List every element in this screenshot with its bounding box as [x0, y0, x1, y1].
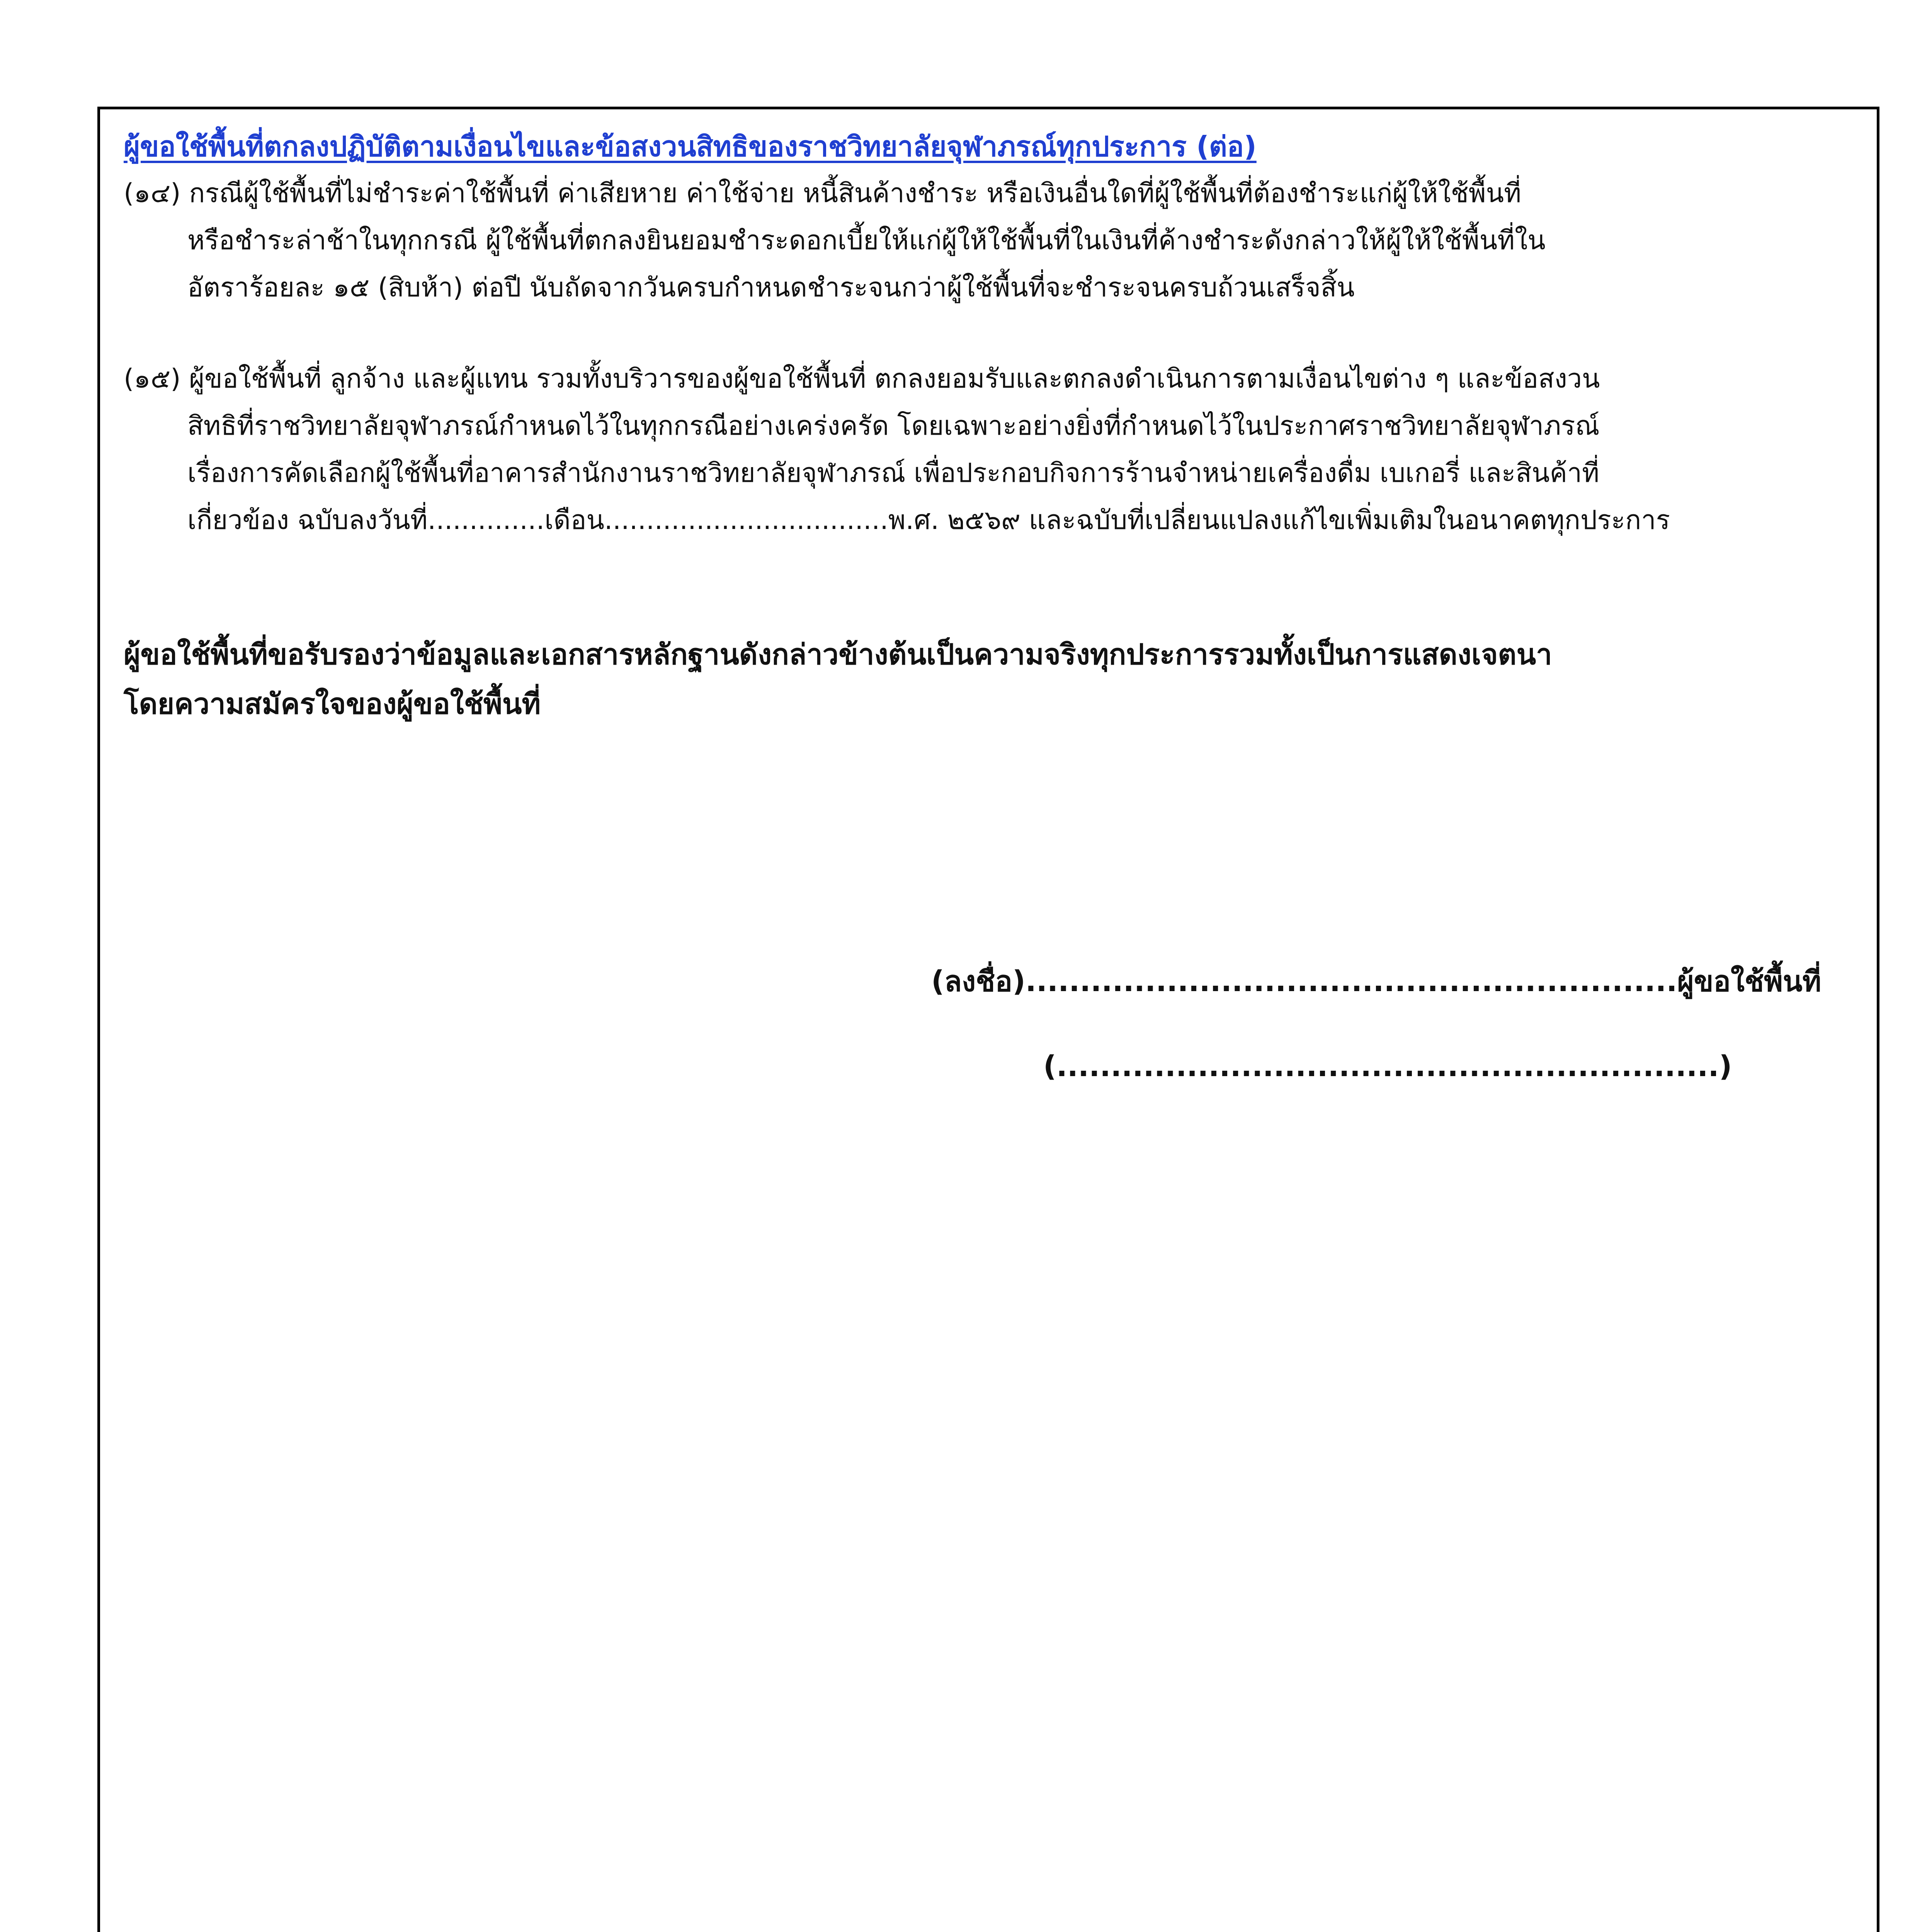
signature-line: (ลงชื่อ)............................................................ผู้ขอใช้พื้นที่	[931, 965, 1821, 998]
certification-statement	[124, 630, 1851, 729]
clause-15	[124, 355, 1851, 544]
clause-14-line-3: อัตราร้อยละ ๑๕ (สิบห้า) ต่อปี นับถัดจากวันครบกำหนดชำระจนกว่าผู้ใช้พื้นที่จะชำระจนครบถ้วนเสร็จสิ้น	[187, 272, 1355, 303]
printed-name-line: (.............................................................)	[1043, 1050, 1732, 1083]
clause-15-line-4: เกี่ยวข้อง ฉบับลงวันที่..............เดือน..................................พ.ศ. ๒๕๖๙ และฉบับที่เปลี่ยนแปลงแก้ไขเพิ่มเติมในอนาคตทุกประการ	[187, 505, 1670, 536]
clause-15-line-3: เรื่องการคัดเลือกผู้ใช้พื้นที่อาคารสำนักงานราชวิทยาลัยจุฬาภรณ์ เพื่อประกอบกิจการร้านจำหน่ายเครื่องดื่ม เบเกอรี่ และสินค้าที่	[187, 458, 1599, 488]
clause-14-line-2: หรือชำระล่าช้าในทุกกรณี ผู้ใช้พื้นที่ตกลงยินยอมชำระดอกเบี้ยให้แก่ผู้ให้ใช้พื้นที่ในเงินที่ค้างชำระดังกล่าวให้ผู้ให้ใช้พื้นที่ใน	[187, 225, 1546, 256]
clause-14-line-1: (๑๔) กรณีผู้ใช้พื้นที่ไม่ชำระค่าใช้พื้นที่ ค่าเสียหาย ค่าใช้จ่าย หนี้สินค้างชำระ หรือเงินอื่นใดที่ผู้ใช้พื้นที่ต้องชำระแก่ผู้ให้ใช้พื้นที่	[124, 178, 1521, 209]
certification-line-2: โดยความสมัครใจของผู้ขอใช้พื้นที่	[124, 687, 541, 721]
section-heading-link[interactable]: ผู้ขอใช้พื้นที่ตกลงปฏิบัติตามเงื่อนไขและข้อสงวนสิทธิของราชวิทยาลัยจุฬาภรณ์ทุกประการ (ต่อ)	[124, 130, 1257, 163]
clause-15-line-2: สิทธิที่ราชวิทยาลัยจุฬาภรณ์กำหนดไว้ในทุกกรณีอย่างเคร่งครัด โดยเฉพาะอย่างยิ่งที่กำหนดไว้ในประกาศราชวิทยาลัยจุฬาภรณ์	[187, 411, 1600, 441]
certification-line-1: ผู้ขอใช้พื้นที่ขอรับรองว่าข้อมูลและเอกสารหลักฐานดังกล่าวข้างต้นเป็นความจริงทุกประการรวมทั้งเป็นการแสดงเจตนา	[124, 638, 1552, 671]
clause-14	[124, 170, 1851, 311]
clause-15-line-1: (๑๕) ผู้ขอใช้พื้นที่ ลูกจ้าง และผู้แทน รวมทั้งบริวารของผู้ขอใช้พื้นที่ ตกลงยอมรับและตกลงดำเนินการตามเงื่อนไขต่าง ๆ และข้อสงวน	[124, 364, 1600, 394]
